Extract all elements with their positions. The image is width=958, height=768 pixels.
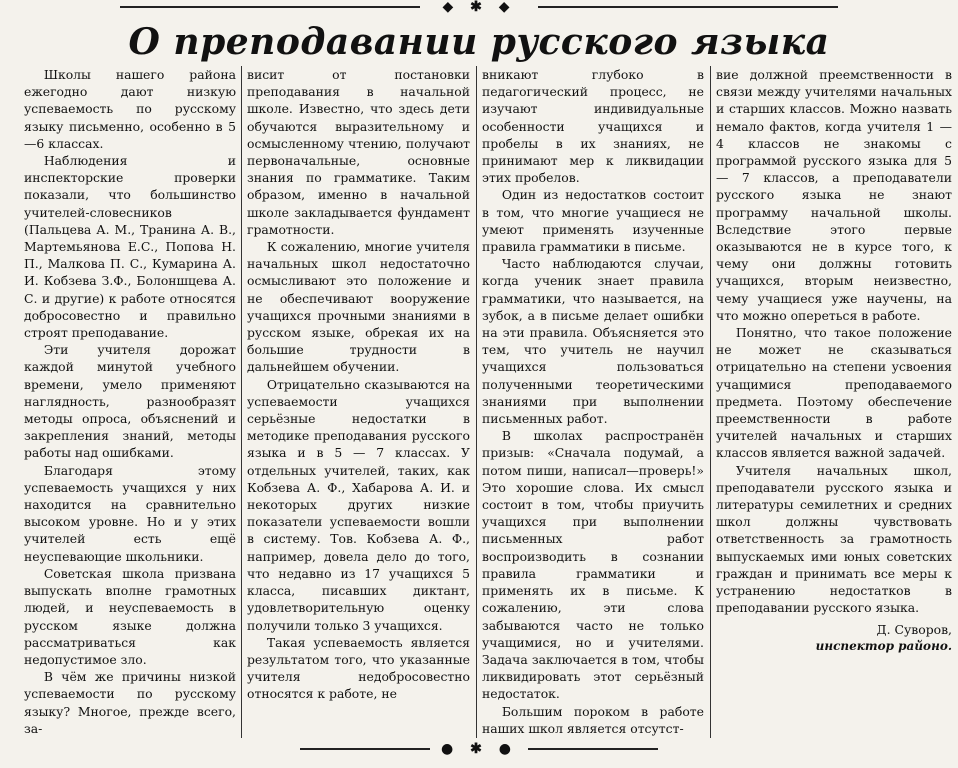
paragraph: Один из недостатков состоит в том, что многие учащиеся не умеют применять изученные правила грамматики в письме. xyxy=(482,187,704,255)
paragraph: вие должной преемственности в связи между учителями начальных и старших классов. Можно назвать немало фактов, когда учителя 1 — 4 классов не знакомы с программой русского языка для 5 — 7 классов, а преподаватели русского языка не знают программу начальной школы. Вследствие этого первые оказываются не в курсе того, к чему они должны готовить учащихся, вторым неизвестно, чему учащиеся уже научены, на что можно опереться в работе. xyxy=(716,67,952,323)
paragraph: Большим пороком в работе наших школ является отсутст- xyxy=(482,703,704,736)
paragraph: Наблюдения и инспекторские проверки показали, что большинство учителей-словесников (Пальцева А. М., Транина А. В., Мартемьянова Е.С., Попова Н. П., Малкова П. С., Кумарина А. И. Кобзева З.Ф., Болоншцева А. С. и другие) к работе относятся добросовестно и правильно строят преподавание. xyxy=(24,153,236,341)
paragraph: В школах распространён призыв: «Сначала подумай, а потом пиши, написал—проверь!» Это хорошие слова. Их смысл состоит в том, чтобы приучить учащихся при выполнении письменных работ воспроизводить в сознании правила грамматики и применять их в письме. К сожалению, эти слова забываются часто не только учащимися, но и учителями. Задача заключается в том, чтобы ликвидировать этот серьёзный недостаток. xyxy=(482,428,704,702)
article-title: О преподавании русского языка xyxy=(128,21,830,63)
paragraph: Эти учителя дорожат каждой минутой учебного времени, умело применяют наглядность, разнообразят методы опроса, объяснений и закрепления знаний, методы работы над ошибками. xyxy=(24,342,236,461)
top-ornament xyxy=(0,0,958,14)
column-divider xyxy=(710,66,711,738)
column-divider xyxy=(241,66,242,738)
paragraph: Благодаря этому успеваемость учащихся у них находится на сравнительно высоком уровне. Но и у этих учителей есть ещё неуспевающие школьники. xyxy=(24,462,236,564)
paragraph: В чём же причины низкой успеваемости по русскому языку? Многое, прежде всего, за- xyxy=(24,669,236,736)
column-2 xyxy=(247,66,470,738)
ornament-symbols: ◆ ✱ ◆ xyxy=(442,0,516,15)
column-divider xyxy=(476,66,477,738)
author-name: Д. Суворов, xyxy=(876,621,952,637)
paragraph: вникают глубоко в педагогический процесс, не изучают индивидуальные особенности учащихся и пробелы в их знаниях, не принимают мер к ликвидации этих пробелов. xyxy=(482,67,704,186)
column-1 xyxy=(24,66,236,738)
paragraph: Советская школа призвана выпускать вполне грамотных людей, и неуспеваемость в русском языке должна рассматриваться как недопустимое зло. xyxy=(24,565,236,667)
paragraph: Учителя начальных школ, преподаватели русского языка и литературы семилетних и средних школ должны чувствовать ответственность за грамотность выпускаемых ими юных советских граждан и принимать все меры к устранению недостатков в преподавании русского языка. xyxy=(716,462,952,616)
paragraph: Часто наблюдаются случаи, когда ученик знает правила грамматики, что называется, на зубок, а в письме делает ошибки на эти правила. Объясняется это тем, что учитель не научил учащихся пользоваться полученными теоретическими знаниями при выполнении письменных работ. xyxy=(482,256,704,427)
paragraph: Понятно, что такое положение не может не сказываться отрицательно на степени усвоения учащимися преподаваемого предмета. Поэтому обеспечение преемственности в работе учителей начальных и старших классов является важной задачей. xyxy=(716,325,952,461)
paragraph: Отрицательно сказываются на успеваемости учащихся серьёзные недостатки в методике преподавания русского языка и в 5 — 7 классах. У отдельных учителей, таких, как Кобзева А. Ф., Хабарова А. И. и некоторых других низкие показатели успеваемости вошли в систему. Тов. Кобзева А. Ф., например, довела дело до того, что недавно из 17 учащихся 5 класса, писавших диктант, удовлетворительную оценку получили только 3 учащихся. xyxy=(247,376,470,633)
column-3 xyxy=(482,66,704,738)
paragraph: К сожалению, многие учителя начальных школ недостаточно осмысливают это положение и не обеспечивают вооружение учащихся прочными знаниями в русском языке, обрекая их на большие трудности в дальнейшем обучении. xyxy=(247,239,470,375)
author-title: инспектор районо. xyxy=(815,638,952,653)
paragraph: висит от постановки преподавания в начальной школе. Известно, что здесь дети обучаются выразительному и осмысленному чтению, получают первоначальные, основные знания по грамматике. Таким образом, именно в начальной школе закладывается фундамент грамотности. xyxy=(247,67,470,237)
column-4 xyxy=(716,66,952,738)
bottom-ornament xyxy=(0,742,958,756)
ornament-symbols: ● ✱ ● xyxy=(441,741,517,757)
paragraph: Такая успеваемость является результатом того, что указанные учителя недобросовестно относятся к работе, не xyxy=(247,634,470,702)
article-body xyxy=(24,66,952,738)
paragraph: Школы нашего района ежегодно дают низкую успеваемость по русскому языку письменно, особенно в 5—6 классах. xyxy=(24,67,236,151)
